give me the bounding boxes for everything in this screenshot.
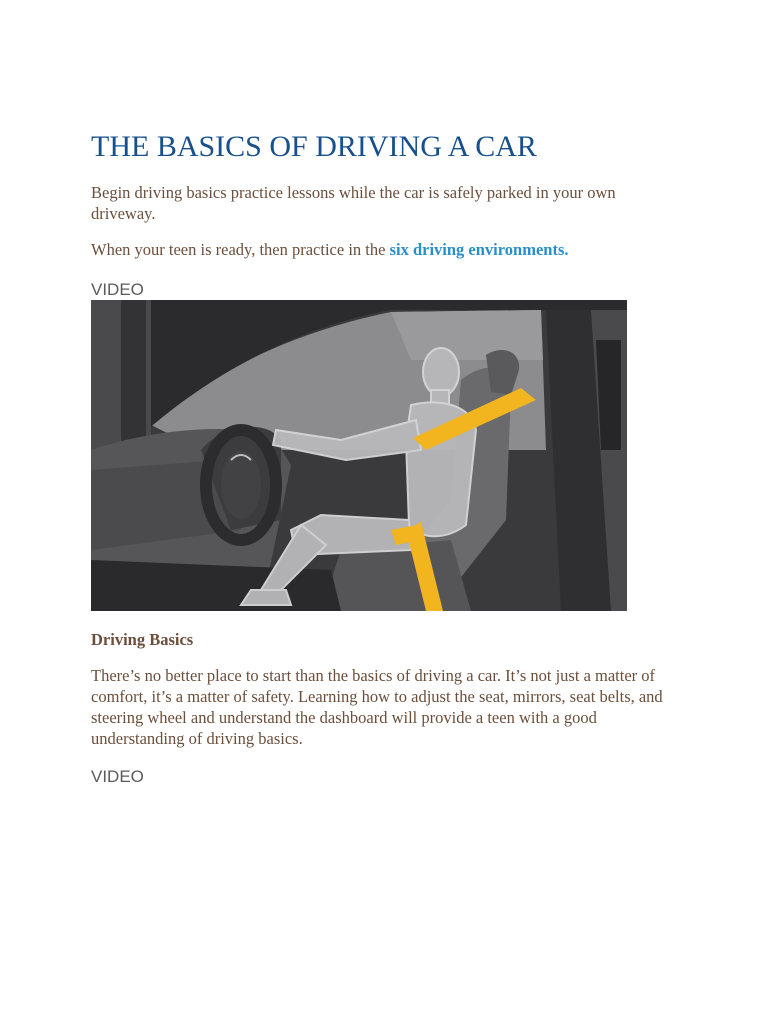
video-link-1[interactable]: VIDEO xyxy=(91,280,144,299)
environments-paragraph xyxy=(91,239,681,260)
driver-seat-illustration xyxy=(91,300,627,611)
environments-text: When your teen is ready, then practice in the xyxy=(91,240,390,259)
section-heading: Driving Basics xyxy=(91,630,194,649)
video-link-2[interactable]: VIDEO xyxy=(91,767,144,786)
six-driving-environments-link[interactable]: six driving environments. xyxy=(389,240,569,259)
section-body: There’s no better place to start than the basics of driving a car. It’s not just a matter of comfort, it’s a matter of safety. Learning how to adjust the seat, mirrors, seat belts, and steering wheel and understand the dashboard will provide a teen with a good understanding of driving basics. xyxy=(91,666,663,748)
intro-paragraph: Begin driving basics practice lessons while the car is safely parked in your own driveway. xyxy=(91,183,616,223)
page-title: THE BASICS OF DRIVING A CAR xyxy=(91,130,537,163)
driver-seated-with-seatbelt-icon xyxy=(91,300,627,611)
